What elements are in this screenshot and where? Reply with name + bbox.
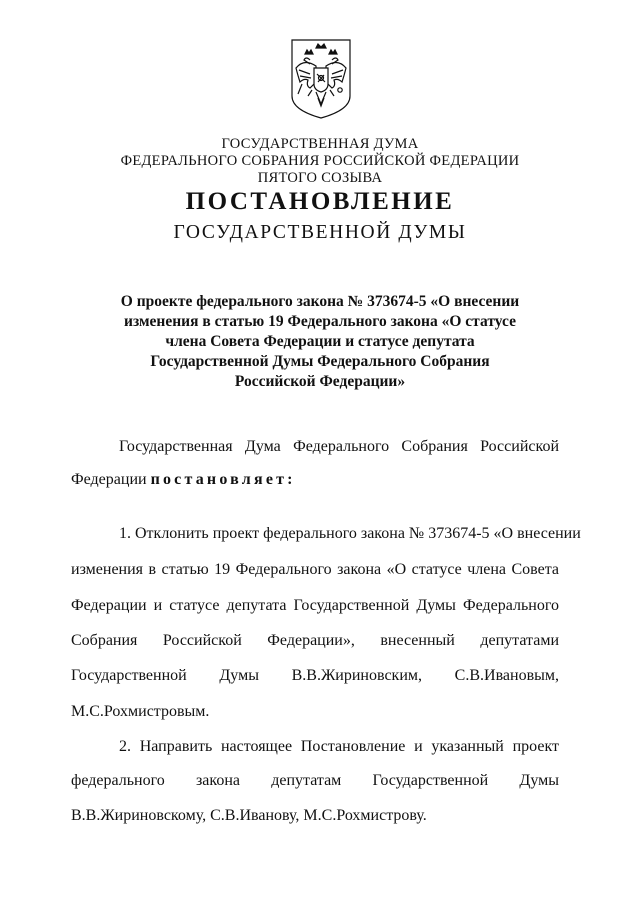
resolves-word: постановляет:: [150, 471, 296, 488]
coat-of-arms-icon: [290, 38, 352, 120]
intro-line-2: [71, 471, 559, 489]
paragraph-1-line: Федерации и статусе депутата Государственной Думы Федерального: [71, 597, 559, 614]
org-name-line-2: ФЕДЕРАЛЬНОГО СОБРАНИЯ РОССИЙСКОЙ ФЕДЕРАЦИИ: [120, 153, 520, 169]
subject-line: Государственной Думы Федерального Собрания: [150, 353, 490, 370]
subject-line: Российской Федерации»: [234, 373, 406, 390]
document-title: ПОСТАНОВЛЕНИЕ: [185, 188, 455, 215]
paragraph-2-line: 2. Направить настоящее Постановление и указанный проект: [119, 738, 559, 755]
paragraph-2-line: федерального закона депутатам Государственной Думы: [71, 772, 559, 789]
paragraph-1-line: 1. Отклонить проект федерального закона № 373674-5 «О внесении: [119, 525, 581, 542]
intro-country-word: Федерации: [71, 471, 147, 488]
convocation-line: ПЯТОГО СОЗЫВА: [257, 170, 383, 186]
paragraph-1-line: М.С.Рохмистровым.: [71, 703, 210, 720]
document-subtitle: ГОСУДАРСТВЕННОЙ ДУМЫ: [173, 222, 467, 243]
paragraph-1-line: изменения в статью 19 Федерального закона «О статусе члена Совета: [71, 561, 559, 578]
subject-line: О проекте федерального закона № 373674-5 «О внесении: [120, 293, 520, 310]
subject-line: изменения в статью 19 Федерального закона «О статусе: [124, 313, 516, 330]
paragraph-2-line: В.В.Жириновскому, С.В.Иванову, М.С.Рохмистрову.: [71, 807, 427, 824]
paragraph-1-line: Государственной Думы В.В.Жириновским, С.В.Ивановым,: [71, 667, 559, 684]
subject-line: члена Совета Федерации и статусе депутата: [165, 333, 475, 350]
org-name-line-1: ГОСУДАРСТВЕННАЯ ДУМА: [221, 136, 419, 152]
paragraph-1-line: Собрания Российской Федерации», внесенный депутатами: [71, 632, 559, 649]
intro-line-1: Государственная Дума Федерального Собрания Российской: [119, 438, 559, 455]
